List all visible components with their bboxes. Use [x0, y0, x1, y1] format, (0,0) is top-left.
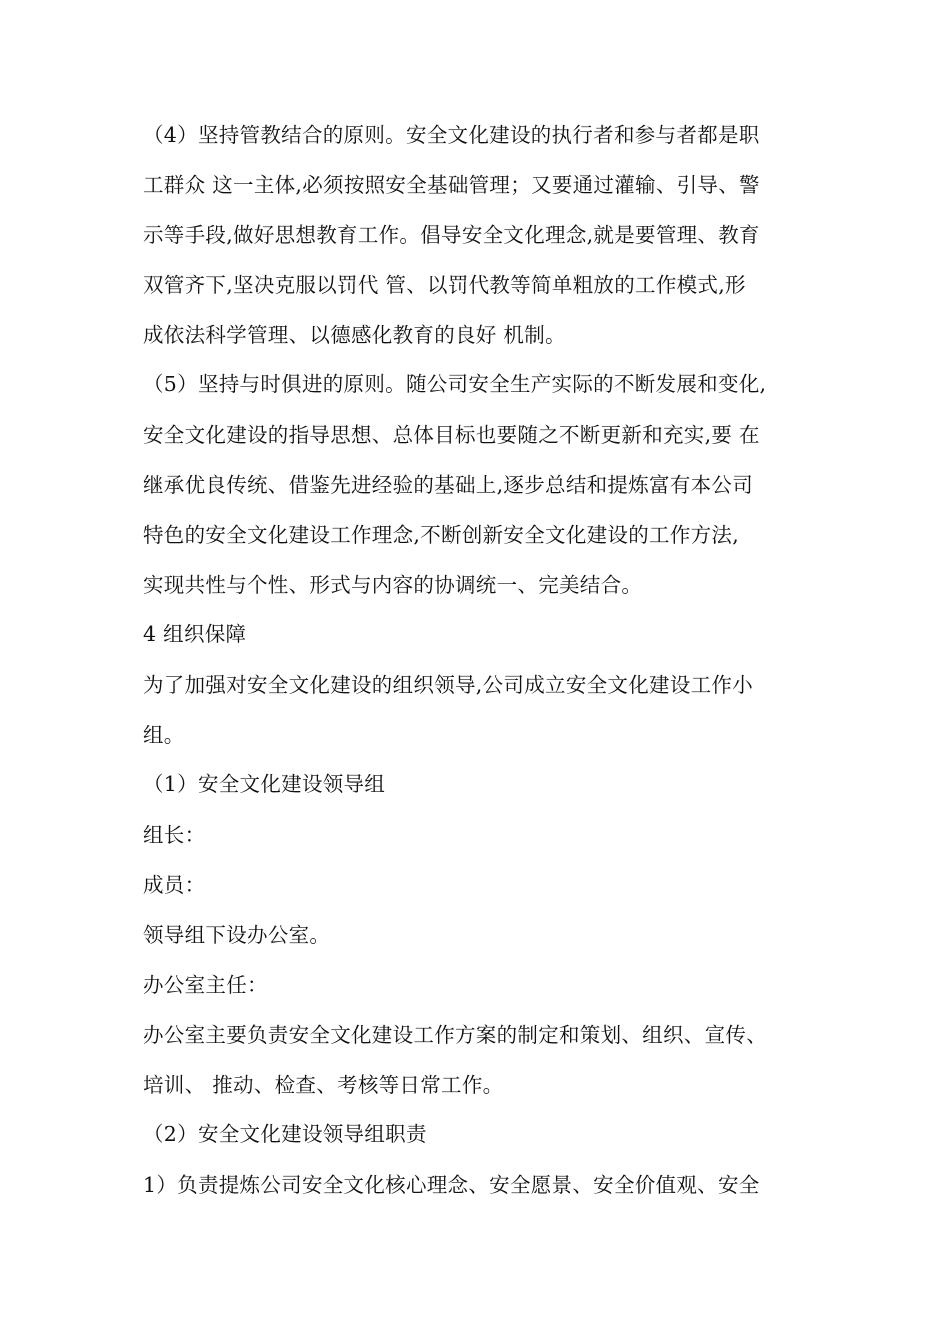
paragraph-line: 成依法科学管理、以德感化教育的良好 机制。	[143, 323, 566, 347]
paragraph-line: 领导组下设办公室。	[143, 923, 331, 947]
subsection-heading: （1）安全文化建设领导组	[143, 772, 386, 796]
paragraph-line: 双管齐下,坚决克服以罚代 管、以罚代教等简单粗放的工作模式,形	[143, 273, 746, 297]
paragraph-line: 组。	[143, 723, 185, 747]
paragraph-line: 继承优良传统、借鉴先进经验的基础上,逐步总结和提炼富有本公司	[143, 473, 754, 497]
paragraph-line: （4）坚持管教结合的原则。安全文化建设的执行者和参与者都是职	[143, 123, 760, 147]
paragraph-line: 为了加强对安全文化建设的组织领导,公司成立安全文化建设工作小	[143, 673, 754, 697]
paragraph-line: 工群众 这一主体,必须按照安全基础管理；又要通过灌输、引导、警	[143, 173, 760, 197]
paragraph-line: （5）坚持与时俱进的原则。随公司安全生产实际的不断发展和变化,	[143, 372, 767, 396]
paragraph-line: 1）负责提炼公司安全文化核心理念、安全愿景、安全价值观、安全	[143, 1173, 760, 1197]
section-heading: 4 组织保障	[143, 622, 247, 646]
paragraph-line: 安全文化建设的指导思想、总体目标也要随之不断更新和充实,要 在	[143, 423, 760, 447]
paragraph-line: 示等手段,做好思想教育工作。倡导安全文化理念,就是要管理、教育	[143, 223, 760, 247]
field-label-office-director: 办公室主任：	[143, 973, 268, 997]
paragraph-line: 培训、 推动、检查、考核等日常工作。	[143, 1073, 504, 1097]
subsection-heading: （2）安全文化建设领导组职责	[143, 1122, 427, 1146]
paragraph-line: 实现共性与个性、形式与内容的协调统一、完美结合。	[143, 573, 643, 597]
field-label-leader: 组长：	[143, 823, 206, 847]
paragraph-line: 办公室主要负责安全文化建设工作方案的制定和策划、组织、宣传、	[143, 1023, 767, 1047]
field-label-members: 成员：	[143, 873, 206, 897]
paragraph-line: 特色的安全文化建设工作理念,不断创新安全文化建设的工作方法,	[143, 523, 740, 547]
